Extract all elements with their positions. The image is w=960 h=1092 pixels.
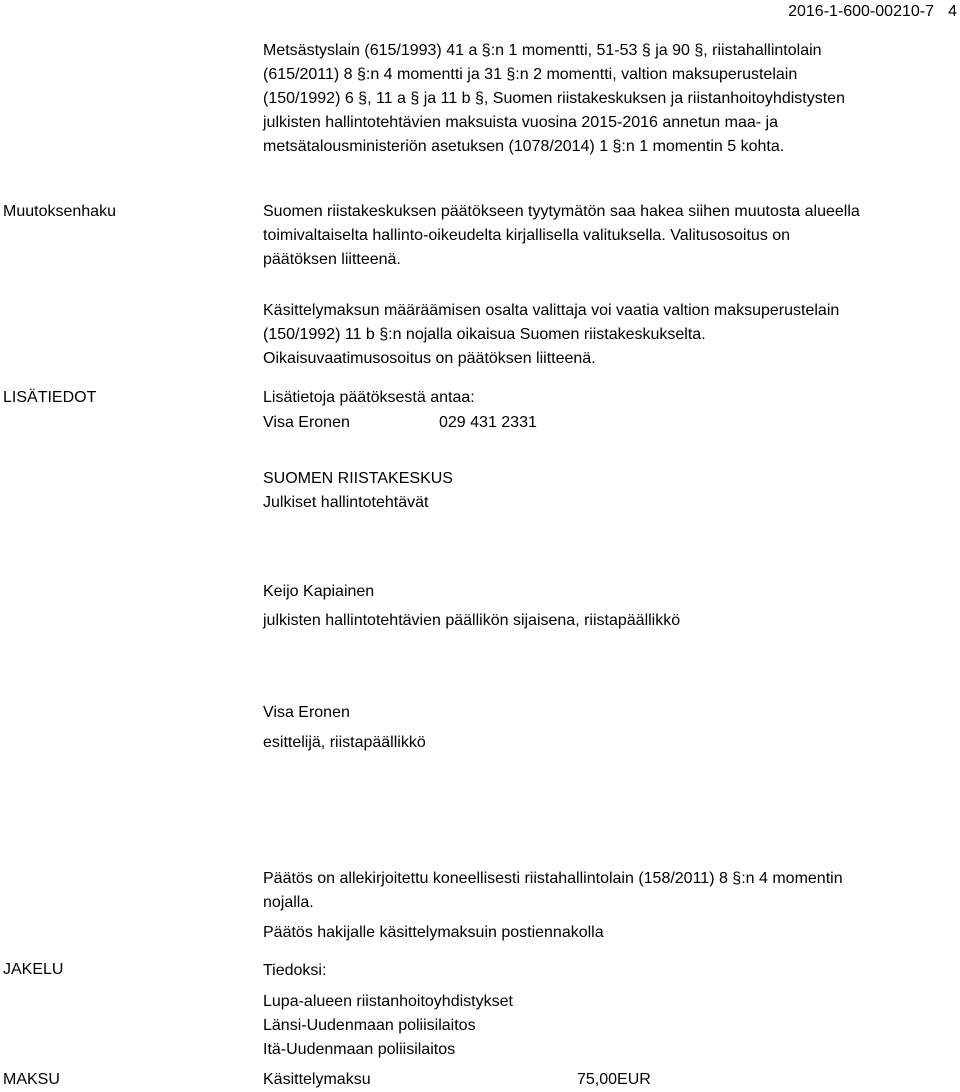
appeal-line: Oikaisuvaatimusosoitus on päätöksen liitteenä.	[263, 350, 596, 367]
appeal-line: (150/1992) 11 b §:n nojalla oikaisua Suomen riistakeskukselta.	[263, 326, 706, 343]
fee-item: Käsittelymaksu	[263, 1071, 371, 1088]
document-id: 2016-1-600-00210-7	[788, 3, 934, 20]
info-label: LISÄTIEDOT	[3, 389, 97, 406]
legal-basis-line: (615/2011) 8 §:n 4 momentti ja 31 §:n 2 momentti, valtion maksuperustelain	[263, 66, 798, 83]
contact-name: Visa Eronen	[263, 414, 350, 431]
page-number: 4	[948, 3, 957, 20]
appeal-line: päätöksen liitteenä.	[263, 251, 401, 268]
recipient-item: Itä-Uudenmaan poliisilaitos	[263, 1041, 456, 1058]
for-info-label: Tiedoksi:	[263, 962, 327, 979]
legal-basis-line: (150/1992) 6 §, 11 a § ja 11 b §, Suomen riistakeskuksen ja riistanhoitoyhdistysten	[263, 90, 845, 107]
appeal-line: Käsittelymaksun määräämisen osalta valittaja voi vaatia valtion maksuperustelain	[263, 302, 840, 319]
signature-note-line: nojalla.	[263, 894, 314, 911]
appeal-paragraph-1	[263, 200, 860, 272]
appeal-line: Suomen riistakeskuksen päätökseen tyytymätön saa hakea siihen muutosta alueella	[263, 203, 860, 220]
info-intro: Lisätietoja päätöksestä antaa:	[263, 389, 475, 406]
signatory-2-name: Visa Eronen	[263, 704, 350, 721]
recipient-list	[263, 990, 513, 1062]
signature-note	[263, 867, 843, 915]
legal-basis-line: Metsästyslain (615/1993) 41 a §:n 1 momentti, 51-53 § ja 90 §, riistahallintolain	[263, 42, 822, 59]
fee-amount: 75,00EUR	[577, 1071, 651, 1088]
signatory-2-title: esittelijä, riistapäällikkö	[263, 734, 426, 751]
signatory-1-title: julkisten hallintotehtävien päällikön sijaisena, riistapäällikkö	[263, 612, 681, 629]
recipient-item: Lupa-alueen riistanhoitoyhdistykset	[263, 993, 513, 1010]
signatory-1-name: Keijo Kapiainen	[263, 583, 375, 600]
contact-phone: 029 431 2331	[439, 414, 537, 431]
appeal-paragraph-2	[263, 299, 839, 371]
recipient-item: Länsi-Uudenmaan poliisilaitos	[263, 1017, 476, 1034]
legal-basis-line: julkisten hallintotehtävien maksuista vuosina 2015-2016 annetun maa- ja	[263, 114, 778, 131]
delivery-note: Päätös hakijalle käsittelymaksuin postiennakolla	[263, 924, 604, 941]
signature-note-line: Päätös on allekirjoitettu koneellisesti riistahallintolain (158/2011) 8 §:n 4 momentin	[263, 870, 843, 887]
appeal-line: toimivaltaiselta hallinto-oikeudelta kirjallisella valituksella. Valitusosoitus on	[263, 227, 791, 244]
organization-name: SUOMEN RIISTAKESKUS	[263, 470, 453, 487]
legal-basis-line: metsätalousministeriön asetuksen (1078/2014) 1 §:n 1 momentin 5 kohta.	[263, 138, 785, 155]
legal-basis-paragraph	[263, 39, 845, 159]
distribution-label: JAKELU	[3, 961, 64, 978]
organization-unit: Julkiset hallintotehtävät	[263, 494, 429, 511]
appeal-label: Muutoksenhaku	[3, 203, 116, 220]
fee-label: MAKSU	[3, 1071, 60, 1088]
